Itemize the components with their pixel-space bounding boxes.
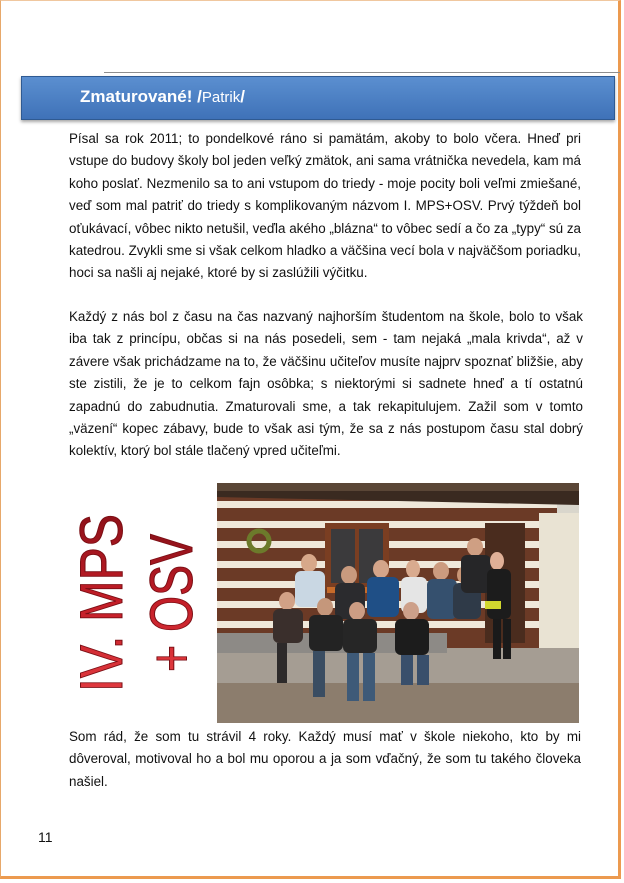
class-photo-image [217, 483, 579, 723]
class-logo-line2: + OSV [138, 493, 205, 672]
class-logo-line1: IV. MPS [68, 477, 135, 692]
page-number: 11 [38, 829, 53, 845]
title-slash: / [240, 87, 245, 106]
paragraph-1: Písal sa rok 2011; to pondelkové ráno si pamätám, akoby to bolo včera. Hneď pri vstupe do budovy školy bol jeden veľký zmätok, ani sama vrátnička nevedela, kam má koho poslať. Nezmenilo sa to ani vstupom do triedy - moje pocity boli veľmi zmiešané, veď som mal patriť do triedy s komplikovaným názvom I. MPS+OSV. Prvý týždeň bol oťukávací, vôbec nikto netušil, veďla akého „blázna“ to vôbec sedí a čo za „typy“ sú za katedrou. Zvykli sme si však celkom hladko a väčšina vecí bola v najväčšom poriadku, hoci sa našli aj nejaké, ktoré by si zaslúžili výčitku. [69, 131, 581, 281]
paragraph-2: Každý z nás bol z času na čas nazvaný najhorším študentom na škole, bolo to však iba tak z princípu, občas si na nás posedeli, sem - tam nejaká „mala krivda“, až v závere však prichádzame na to, že väčšinu učiteľov musíte najprv spoznať bližšie, aby ste zistili, že je to celkom fajn osôbka; s niektorými si sadnete hneď a tí ostatnú zapadnú do zabudnutia. Zmaturovali sme, a tak rekapitulujem. Zažil som v tomto „väzení“ kopec zábavy, bude to však asi tým, že sa z nás postupom času stal dobrý kolektív, ktorý bol stále tlačený vpred učiteľmi. [69, 309, 583, 459]
title-text: Zmaturované! / [80, 87, 202, 106]
class-photo [217, 483, 579, 723]
author-name: Patrik [201, 89, 241, 106]
paragraph-3: Som rád, že som tu strávil 4 roky. Každý musí mať v škole niekoho, kto by mi dôveroval, motivoval ho a bol mu oporou a ja som vďačný, že som tu takého človeka našiel. [69, 729, 581, 789]
